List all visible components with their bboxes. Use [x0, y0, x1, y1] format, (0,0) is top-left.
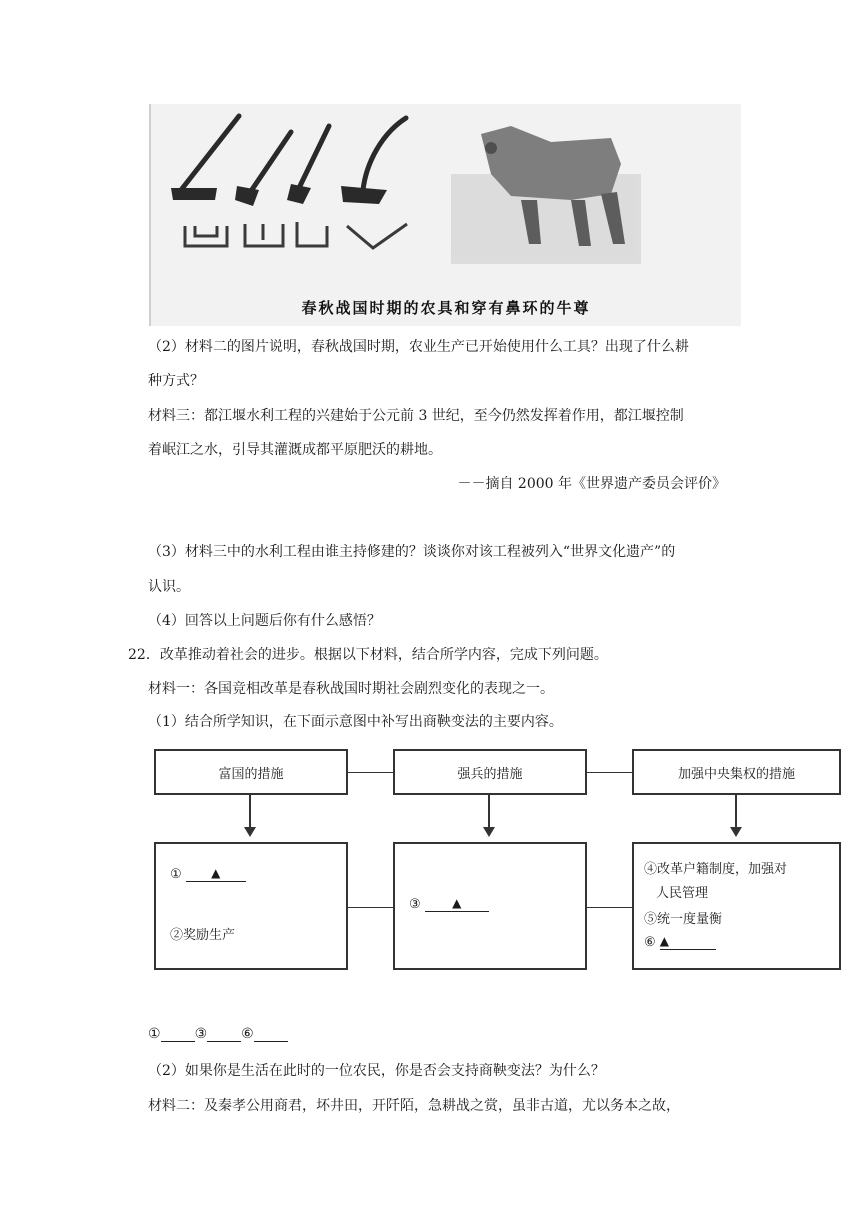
blade-2: [245, 224, 283, 246]
q22-sub2: （2）如果你是生活在此时的一位农民，你是否会支持商鞅变法？为什么？: [148, 1063, 605, 1079]
q2-line2: 种方式？: [148, 373, 204, 389]
answer-6-blank[interactable]: [254, 1027, 288, 1042]
answer-1-number: ①: [148, 1026, 161, 1042]
tool-head-1: [171, 188, 217, 200]
connector-title-2-3: [587, 772, 632, 773]
title-rich-country: 富国的措施: [218, 766, 284, 782]
q22-question: 22．改革推动着社会的进步。根据以下材料，结合所学内容，完成下列问题。: [128, 647, 608, 663]
item-3: [409, 896, 489, 912]
item-6-blank[interactable]: [660, 934, 716, 950]
q3-line2: 认识。: [148, 579, 190, 595]
blade-4: [347, 224, 407, 248]
q22-material1: 材料一：各国竞相改革是春秋战国时期社会剧烈变化的表现之一。: [148, 681, 554, 697]
tool-handle-1: [181, 116, 239, 190]
item-6-number: ⑥: [644, 935, 656, 950]
material3-line1: 材料三：都江堰水利工程的兴建始于公元前 3 世纪，至今仍然发挥着作用，都江堰控制: [148, 408, 684, 424]
tool-handle-4: [363, 118, 406, 190]
farm-tools-illustration: [151, 104, 741, 284]
content-box-centralization: [632, 842, 841, 970]
answer-6-number: ⑥: [241, 1026, 254, 1042]
item-1-number: ①: [170, 867, 182, 882]
material3-source: －－摘自 2000 年《世界遗产委员会评价》: [457, 476, 726, 492]
item-4-line2: 人民管理: [656, 886, 709, 901]
title-centralization: 加强中央集权的措施: [677, 766, 795, 782]
title-box-strong-army: [393, 749, 587, 795]
content-box-rich-country: [154, 842, 348, 970]
connector-content-1-2: [348, 907, 393, 908]
title-box-centralization: [632, 749, 841, 795]
ox-zun-vessel: [451, 126, 641, 264]
connector-title-1-2: [348, 772, 393, 773]
figure-caption: 春秋战国时期的农具和穿有鼻环的牛尊: [301, 299, 591, 317]
answer-3-number: ③: [194, 1026, 208, 1042]
answer-3-blank[interactable]: [207, 1027, 241, 1042]
q22-sub1: （1）结合所学知识，在下面示意图中补写出商鞅变法的主要内容。: [148, 714, 563, 730]
blade-3: [297, 222, 327, 246]
farm-tools-figure: [149, 104, 741, 326]
answer-line: [148, 1026, 288, 1042]
q3-line1: （3）材料三中的水利工程由谁主持修建的？谈谈你对该工程被列入“世界文化遗产”的: [148, 544, 676, 560]
title-strong-army: 强兵的措施: [457, 766, 523, 782]
connector-content-2-3: [587, 907, 632, 908]
triangle-mark: ▲: [452, 896, 462, 910]
material2-text: 材料二：及秦孝公用商君，坏井田，开阡陌，急耕战之赏，虽非古道，尤以务本之故，: [148, 1098, 680, 1114]
q4-question: （4）回答以上问题后你有什么感悟？: [148, 613, 381, 629]
item-6: [644, 934, 716, 950]
item-2: ②奖励生产: [170, 928, 236, 943]
item-1-blank[interactable]: [186, 866, 246, 882]
triangle-mark: ▲: [211, 866, 221, 880]
tool-head-3: [287, 184, 311, 204]
tool-handle-3: [299, 126, 329, 188]
item-5: ⑤统一度量衡: [644, 912, 723, 927]
item-3-blank[interactable]: [425, 896, 489, 912]
triangle-mark: ▲: [659, 934, 670, 948]
blade-1: [185, 226, 227, 246]
item-1: [170, 866, 246, 882]
answer-1-blank[interactable]: [161, 1027, 195, 1042]
item-4-line1: ④改革户籍制度，加强对: [644, 862, 788, 877]
title-box-rich-country: [154, 749, 348, 795]
tool-head-4: [341, 186, 387, 204]
q2-line1: （2）材料二的图片说明，春秋战国时期，农业生产已开始使用什么工具？出现了什么耕: [148, 339, 689, 355]
tool-handle-2: [249, 132, 291, 194]
item-3-number: ③: [409, 897, 421, 912]
material3-line2: 着岷江之水，引导其灌溉成都平原肥沃的耕地。: [148, 442, 442, 458]
content-box-strong-army: [393, 842, 587, 970]
